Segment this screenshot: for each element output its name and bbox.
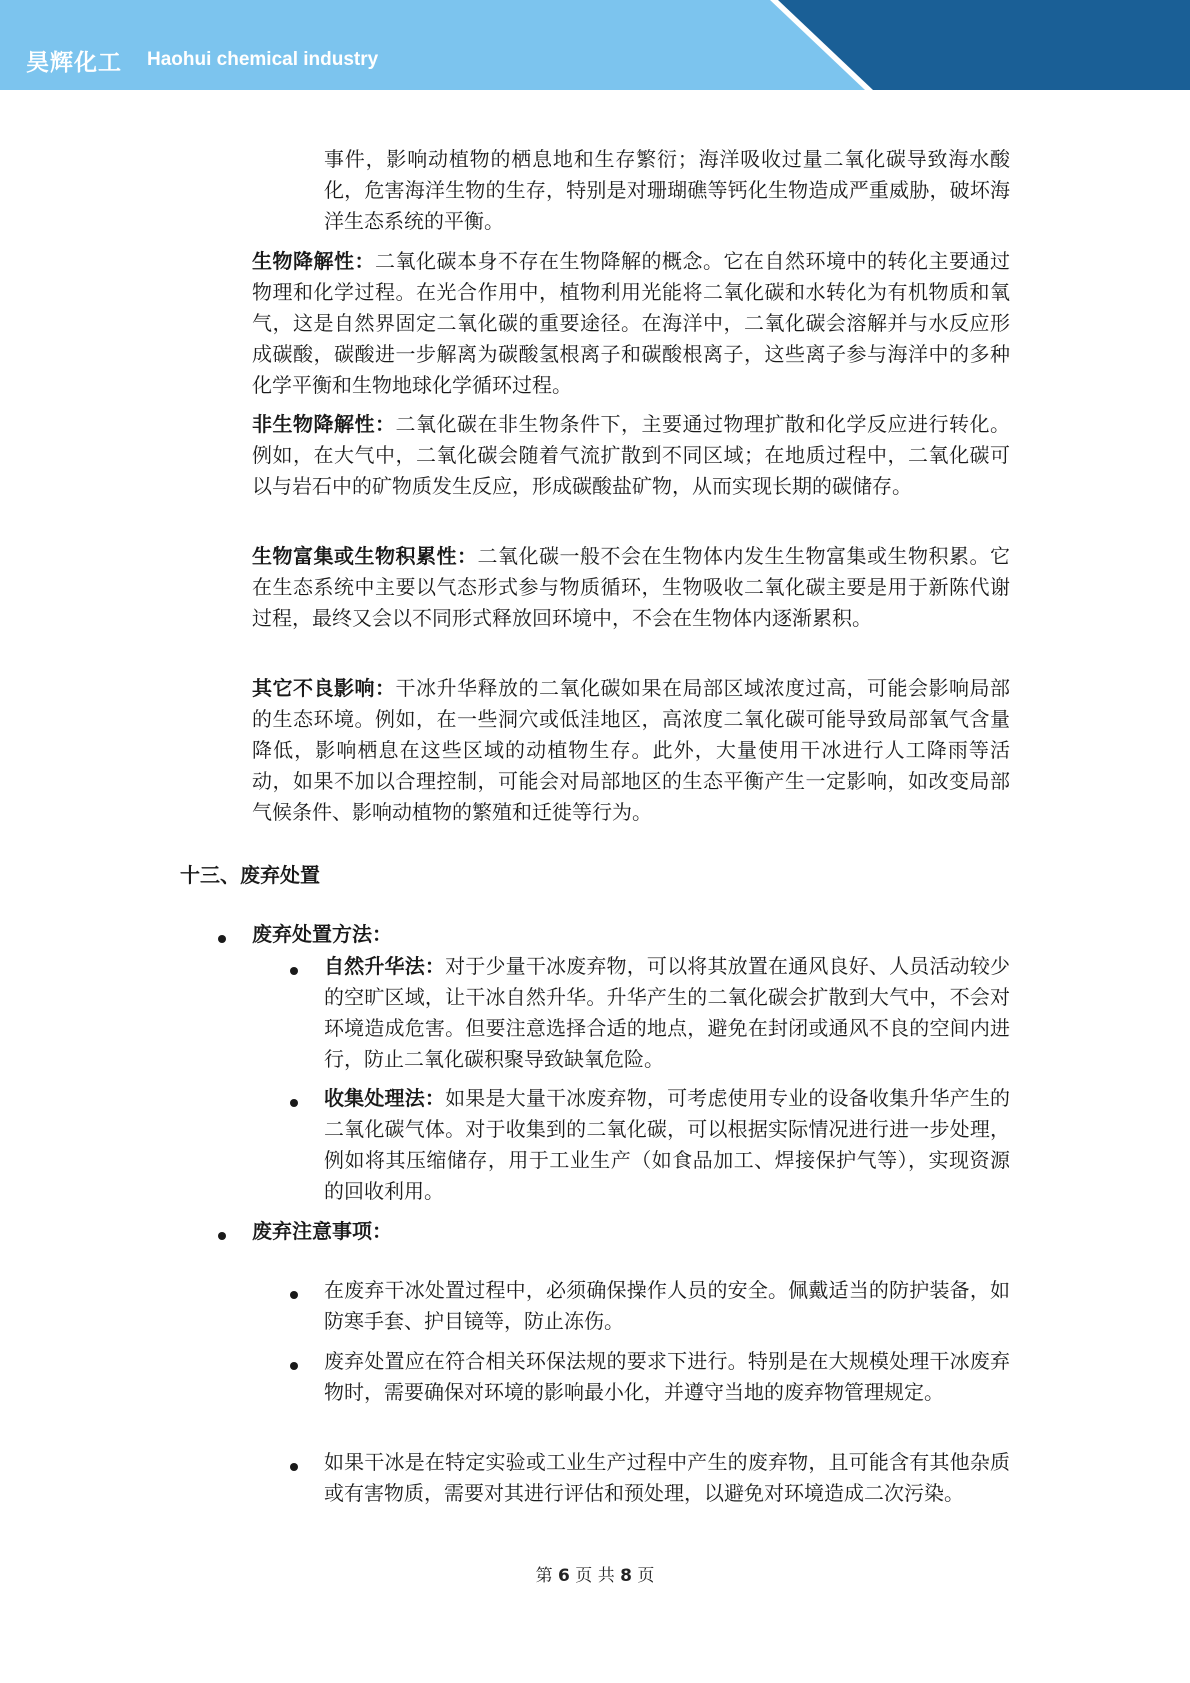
list-item-natural-sublimation [324, 951, 1010, 1075]
paragraph-label: 其它不良影响： [252, 676, 396, 700]
bullet-icon [218, 1232, 226, 1240]
paragraph-text: 二氧化碳本身不存在生物降解的概念。它在自然环境中的转化主要通过物理和化学过程。在光合作用中，植物利用光能将二氧化碳和水转化为有机物质和氧气，这是自然界固定二氧化碳的重要途径。在海洋中，二氧化碳会溶解并与水反应形成碳酸，碳酸进一步解离为碳酸氢根离子和碳酸根离子，这些离子参与海洋中的多种化学平衡和生物地球化学循环过程。 [252, 249, 1010, 397]
page-number-current: 6 [558, 1566, 570, 1586]
page-number-total: 8 [620, 1566, 632, 1586]
page-number-middle: 页 共 [575, 1566, 615, 1586]
bullet-icon [290, 1099, 298, 1107]
paragraph-label: 生物富集或生物积累性： [252, 544, 478, 568]
bullet-icon [218, 935, 226, 943]
paragraph-bioaccumulation [252, 541, 1010, 634]
paragraph-label: 非生物降解性： [252, 412, 396, 436]
list-item-note: 废弃处置应在符合相关环保法规的要求下进行。特别是在大规模处理干冰废弃物时，需要确保对环境的影响最小化，并遵守当地的废弃物管理规定。 [324, 1349, 1010, 1404]
paragraph-label: 生物降解性： [252, 249, 375, 273]
list-item-note: 在废弃干冰处置过程中，必须确保操作人员的安全。佩戴适当的防护装备，如防寒手套、护目镜等，防止冻伤。 [324, 1278, 1010, 1333]
section-title: 十三、废弃处置 [180, 863, 320, 887]
paragraph-abiotic-degradation [252, 409, 1010, 502]
bullet-icon [290, 1291, 298, 1299]
paragraph-biodegradability [252, 246, 1010, 401]
paragraph-text: 二氧化碳在非生物条件下，主要通过物理扩散和化学反应进行转化。例如，在大气中，二氧化碳会随着气流扩散到不同区域；在地质过程中，二氧化碳可以与岩石中的矿物质发生反应，形成碳酸盐矿物，从而实现长期的碳储存。 [252, 412, 1010, 498]
list-item-collection-treatment [324, 1083, 1010, 1207]
list-heading-methods: 废弃处置方法： [252, 922, 392, 946]
list-heading-notes: 废弃注意事项： [252, 1219, 392, 1243]
paragraph-text: 二氧化碳一般不会在生物体内发生生物富集或生物积累。它在生态系统中主要以气态形式参与物质循环，生物吸收二氧化碳主要是用于新陈代谢过程，最终又会以不同形式释放回环境中，不会在生物体内逐渐累积。 [252, 544, 1010, 630]
list-item-note: 如果干冰是在特定实验或工业生产过程中产生的废弃物，且可能含有其他杂质或有害物质，需要对其进行评估和预处理，以避免对环境造成二次污染。 [324, 1450, 1010, 1505]
list-item-label: 自然升华法： [324, 954, 446, 978]
page-number-prefix: 第 [535, 1566, 553, 1586]
brand-name-cn: 昊辉化工 [26, 50, 122, 76]
bullet-icon [290, 1463, 298, 1471]
list-item-text: 如果是大量干冰废弃物，可考虑使用专业的设备收集升华产生的二氧化碳气体。对于收集到的二氧化碳，可以根据实际情况进行进一步处理，例如将其压缩储存，用于工业生产（如食品加工、焊接保护气等），实现资源的回收利用。 [324, 1086, 1011, 1203]
list-item-label: 收集处理法： [324, 1086, 446, 1110]
header-banner-graphic [0, 0, 1190, 90]
paragraph-text: 干冰升华释放的二氧化碳如果在局部区域浓度过高，可能会影响局部的生态环境。例如，在一些洞穴或低洼地区，高浓度二氧化碳可能导致局部氧气含量降低，影响栖息在这些区域的动植物生存。此外，大量使用干冰进行人工降雨等活动，如果不加以合理控制，可能会对局部地区的生态平衡产生一定影响，如改变局部气候条件、影响动植物的繁殖和迁徙等行为。 [252, 676, 1010, 824]
brand-name-en: Haohui chemical industry [147, 49, 379, 70]
page-number-suffix: 页 [637, 1566, 655, 1586]
paragraph-other-effects [252, 673, 1010, 828]
page-footer [0, 1561, 1190, 1586]
bullet-icon [290, 967, 298, 975]
list-item-text: 对于少量干冰废弃物，可以将其放置在通风良好、人员活动较少的空旷区域，让干冰自然升华。升华产生的二氧化碳会扩散到大气中，不会对环境造成危害。但要注意选择合适的地点，避免在封闭或通风不良的空间内进行，防止二氧化碳积聚导致缺氧危险。 [324, 954, 1011, 1071]
bullet-icon [290, 1362, 298, 1370]
continued-paragraph: 事件，影响动植物的栖息地和生存繁衍；海洋吸收过量二氧化碳导致海水酸化，危害海洋生物的生存，特别是对珊瑚礁等钙化生物造成严重威胁，破坏海洋生态系统的平衡。 [324, 147, 1010, 233]
page-header [0, 0, 1190, 90]
